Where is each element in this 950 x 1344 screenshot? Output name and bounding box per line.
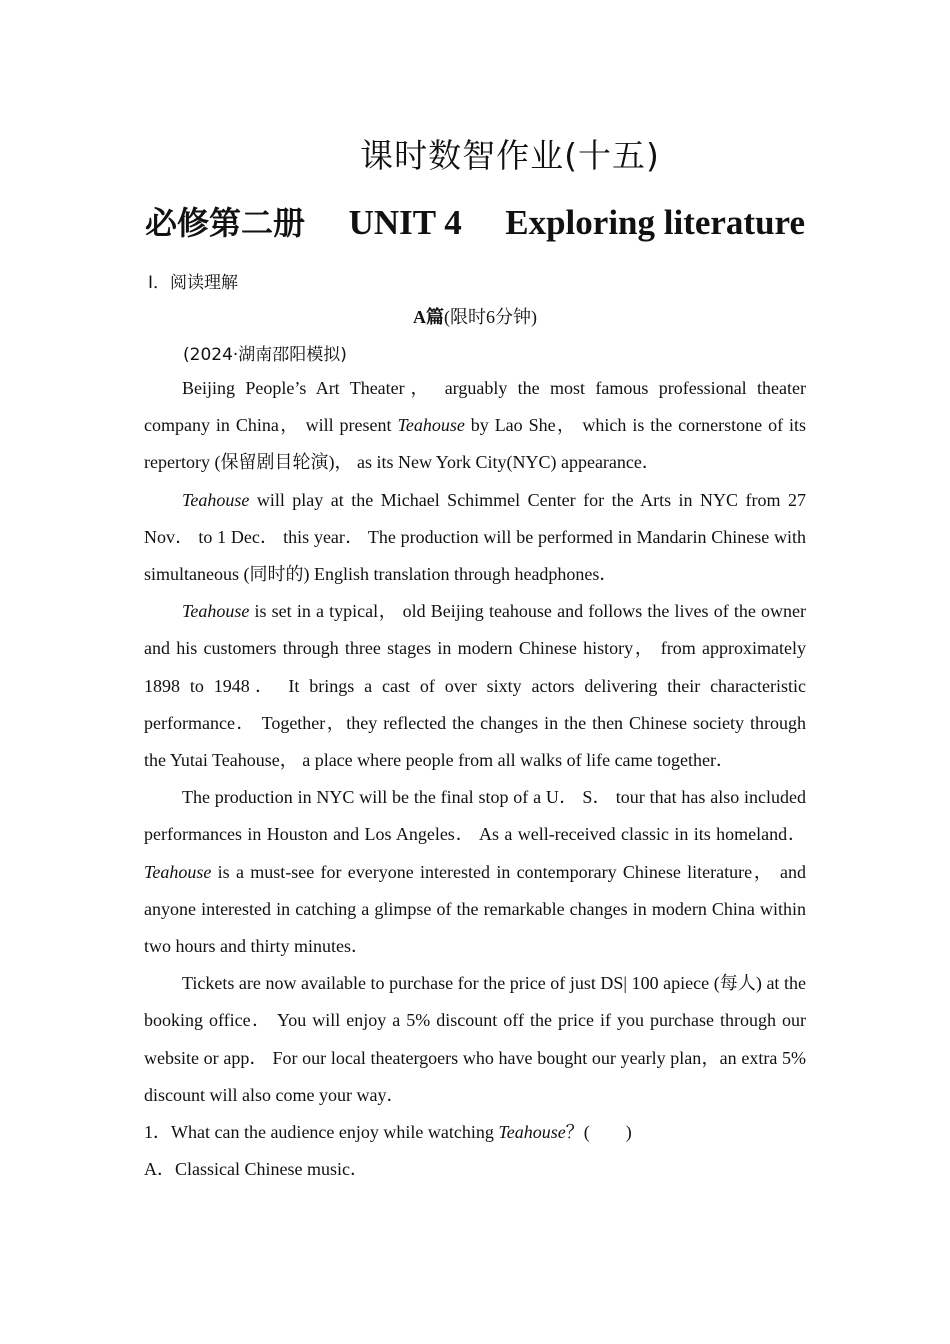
work-title: Teahouse: [498, 1122, 566, 1143]
paragraph-3: [144, 593, 806, 779]
paragraph-text: Beijing People’s Art Theater， arguably the most famous professional theater company in China， will present: [144, 378, 806, 436]
paragraph-1: [144, 370, 806, 482]
passage-time: (限时6分钟): [444, 307, 537, 327]
work-title: Teahouse: [144, 861, 212, 882]
passage-label: A篇: [413, 307, 444, 327]
paragraph-2: [144, 482, 806, 594]
paragraph-4: [144, 779, 806, 965]
page-title: 课时数智作业(十五): [360, 136, 660, 175]
unit-number: UNIT 4: [348, 203, 462, 242]
paragraph-text: by Lao She， which is the cornerstone of its repertory (保留剧目轮演)， as its New York City(NYC) appearance．: [144, 415, 806, 473]
paragraph-text: is set in a typical， old Beijing teahouse and follows the lives of the owner and his customers through three stages in modern Chinese history， from approximately 1898 to 1948． It brings a cast of over sixty actors delivering their characteristic performance． Together，they reflected the changes in the then Chinese society through the Yutai Teahouse， a place where people from all walks of life came together．: [144, 601, 806, 771]
question-text: 1．What can the audience enjoy while watching: [144, 1122, 499, 1143]
section-heading: Ⅰ．阅读理解: [148, 273, 239, 293]
option-a: A．Classical Chinese music．: [144, 1159, 368, 1180]
question-1: [144, 1114, 806, 1151]
book-name: 必修第二册: [145, 204, 306, 242]
passage-source: (2024·湖南邵阳模拟): [183, 345, 347, 365]
answer-blank: ？( ): [565, 1122, 632, 1143]
work-title: Teahouse: [182, 601, 250, 622]
unit-name: Exploring literature: [505, 203, 805, 242]
paragraph-text: The production in NYC will be the final stop of a U． S． tour that has also included performances in Houston and Los Angeles． As a well-received classic in its homeland．: [144, 787, 806, 845]
paragraph-5: Tickets are now available to purchase for the price of just DS| 100 apiece (每人) at the booking office． You will enjoy a 5% discount off the price if you purchase through our website or app． For our local theatergoers who have bought our yearly plan，an extra 5% discount will also come your way．: [144, 973, 806, 1105]
passage-heading: [0, 303, 950, 329]
passage-body: [144, 370, 806, 1188]
work-title: Teahouse: [182, 489, 250, 510]
work-title: Teahouse: [397, 415, 465, 436]
unit-subtitle: [145, 198, 805, 244]
paragraph-text: will play at the Michael Schimmel Center for the Arts in NYC from 27 Nov． to 1 Dec． this year． The production will be performed in Mandarin Chinese with simultaneous (同时的) English translation through headphones．: [144, 489, 806, 585]
paragraph-text: is a must-see for everyone interested in contemporary Chinese literature， and anyone interested in catching a glimpse of the remarkable changes in modern China within two hours and thirty minutes．: [144, 861, 806, 957]
